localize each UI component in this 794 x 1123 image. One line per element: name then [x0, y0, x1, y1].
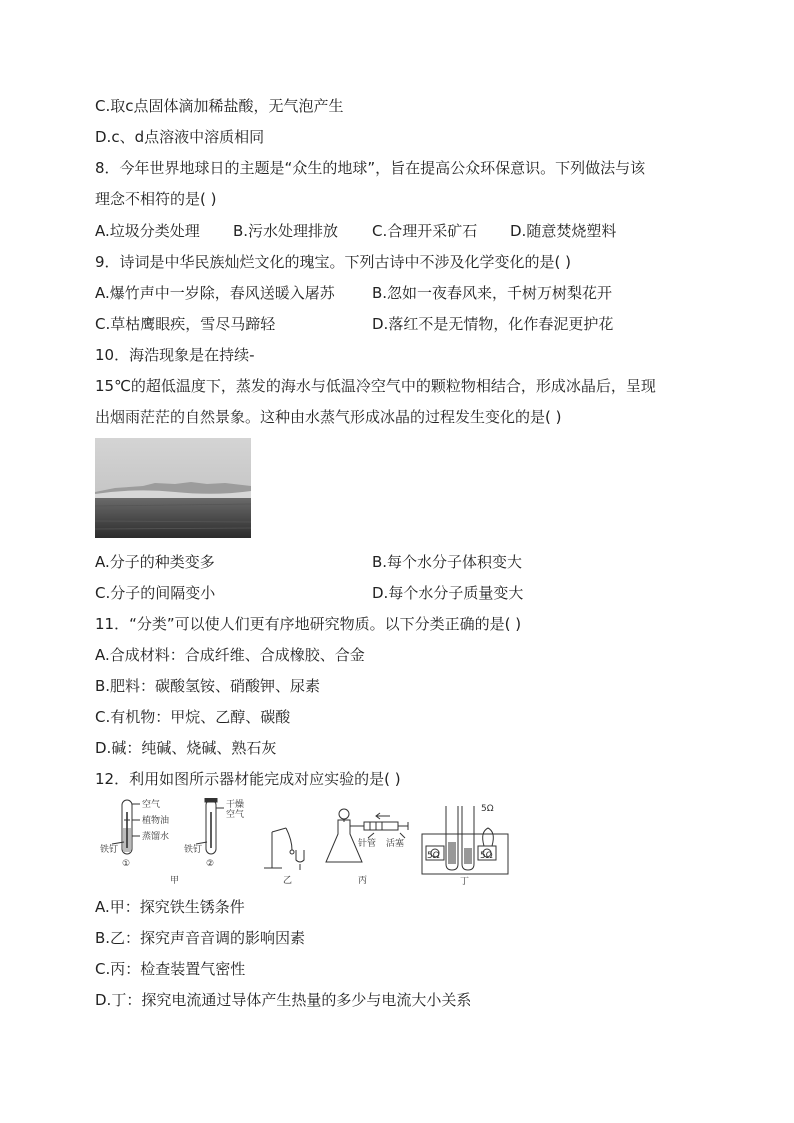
q10-option-a: A.分子的种类变多 — [95, 553, 215, 571]
q10-stem-line1: 10．海浩现象是在持续- — [95, 346, 255, 364]
label-dry-2: 空气 — [226, 810, 245, 820]
label-num-2: ② — [206, 859, 215, 869]
label-r3: 5Ω — [480, 851, 493, 861]
label-ding: 丁 — [460, 877, 470, 887]
label-oil: 植物油 — [142, 816, 170, 826]
label-needle: 针管 — [358, 839, 377, 849]
option-c-prev: C.取c点固体滴加稀盐酸，无气泡产生 — [95, 97, 344, 115]
experiment-apparatus-figure — [100, 798, 510, 888]
tuning-fork-figure — [264, 828, 304, 870]
q12-option-d: D.丁：探究电流通过导体产生热量的多少与电流大小关系 — [95, 991, 472, 1009]
q10-option-d: D.每个水分子质量变大 — [372, 584, 524, 602]
label-r2: 5Ω — [427, 851, 440, 861]
q8-option-d: D.随意焚烧塑料 — [510, 222, 617, 240]
u-tube-resistor-figure — [422, 806, 508, 874]
label-num-1: ① — [122, 859, 131, 869]
sea-fog-photo — [95, 438, 251, 538]
q10-option-b: B.每个水分子体积变大 — [372, 553, 523, 571]
label-bing: 丙 — [358, 876, 368, 886]
q12-stem: 12．利用如图所示器材能完成对应实验的是( ) — [95, 770, 401, 788]
q12-option-a: A.甲：探究铁生锈条件 — [95, 898, 245, 916]
label-air: 空气 — [142, 800, 161, 810]
q9-stem: 9．诗词是中华民族灿烂文化的瑰宝。下列古诗中不涉及化学变化的是( ) — [95, 253, 572, 271]
q8-option-a: A.垃圾分类处理 — [95, 222, 200, 240]
q8-option-b: B.污水处理排放 — [233, 222, 339, 240]
q9-option-a: A.爆竹声中一岁除，春风送暖入屠苏 — [95, 284, 335, 302]
q11-option-c: C.有机物：甲烷、乙醇、碳酸 — [95, 708, 291, 726]
flask-syringe-figure — [326, 809, 408, 862]
q10-stem-line2: 15℃的超低温度下，蒸发的海水与低温冷空气中的颗粒物相结合，形成冰晶后，呈现 — [95, 377, 656, 395]
q11-option-a: A.合成材料：合成纤维、合成橡胶、合金 — [95, 646, 365, 664]
label-plunger: 活塞 — [386, 839, 405, 849]
option-d-prev: D.c、d点溶液中溶质相同 — [95, 128, 265, 146]
q10-stem-line3: 出烟雨茫茫的自然景象。这种由水蒸气形成冰晶的过程发生变化的是( ) — [95, 408, 562, 426]
label-nail-1: 铁钉 — [100, 845, 119, 855]
q11-option-b: B.肥料：碳酸氢铵、硝酸钾、尿素 — [95, 677, 321, 695]
q8-stem-line1: 8．今年世界地球日的主题是“众生的地球”，旨在提高公众环保意识。下列做法与该 — [95, 159, 646, 177]
q9-option-d: D.落红不是无情物，化作春泥更护花 — [372, 315, 614, 333]
label-water: 蒸馏水 — [142, 832, 170, 842]
q8-stem-line2: 理念不相符的是( ) — [95, 190, 217, 208]
q9-option-b: B.忽如一夜春风来，千树万树梨花开 — [372, 284, 613, 302]
label-r1: 5Ω — [481, 804, 494, 814]
label-yi: 乙 — [283, 876, 293, 886]
q12-option-b: B.乙：探究声音音调的影响因素 — [95, 929, 306, 947]
q10-option-c: C.分子的间隔变小 — [95, 584, 216, 602]
q8-option-c: C.合理开采矿石 — [372, 222, 478, 240]
label-nail-2: 铁钉 — [184, 845, 203, 855]
q9-option-c: C.草枯鹰眼疾，雪尽马蹄轻 — [95, 315, 276, 333]
q11-option-d: D.碱：纯碱、烧碱、熟石灰 — [95, 739, 277, 757]
q11-stem: 11．“分类”可以使人们更有序地研究物质。以下分类正确的是( ) — [95, 615, 522, 633]
label-jia: 甲 — [170, 876, 180, 886]
label-dry-1: 干燥 — [226, 800, 245, 810]
q12-option-c: C.丙：检查装置气密性 — [95, 960, 246, 978]
